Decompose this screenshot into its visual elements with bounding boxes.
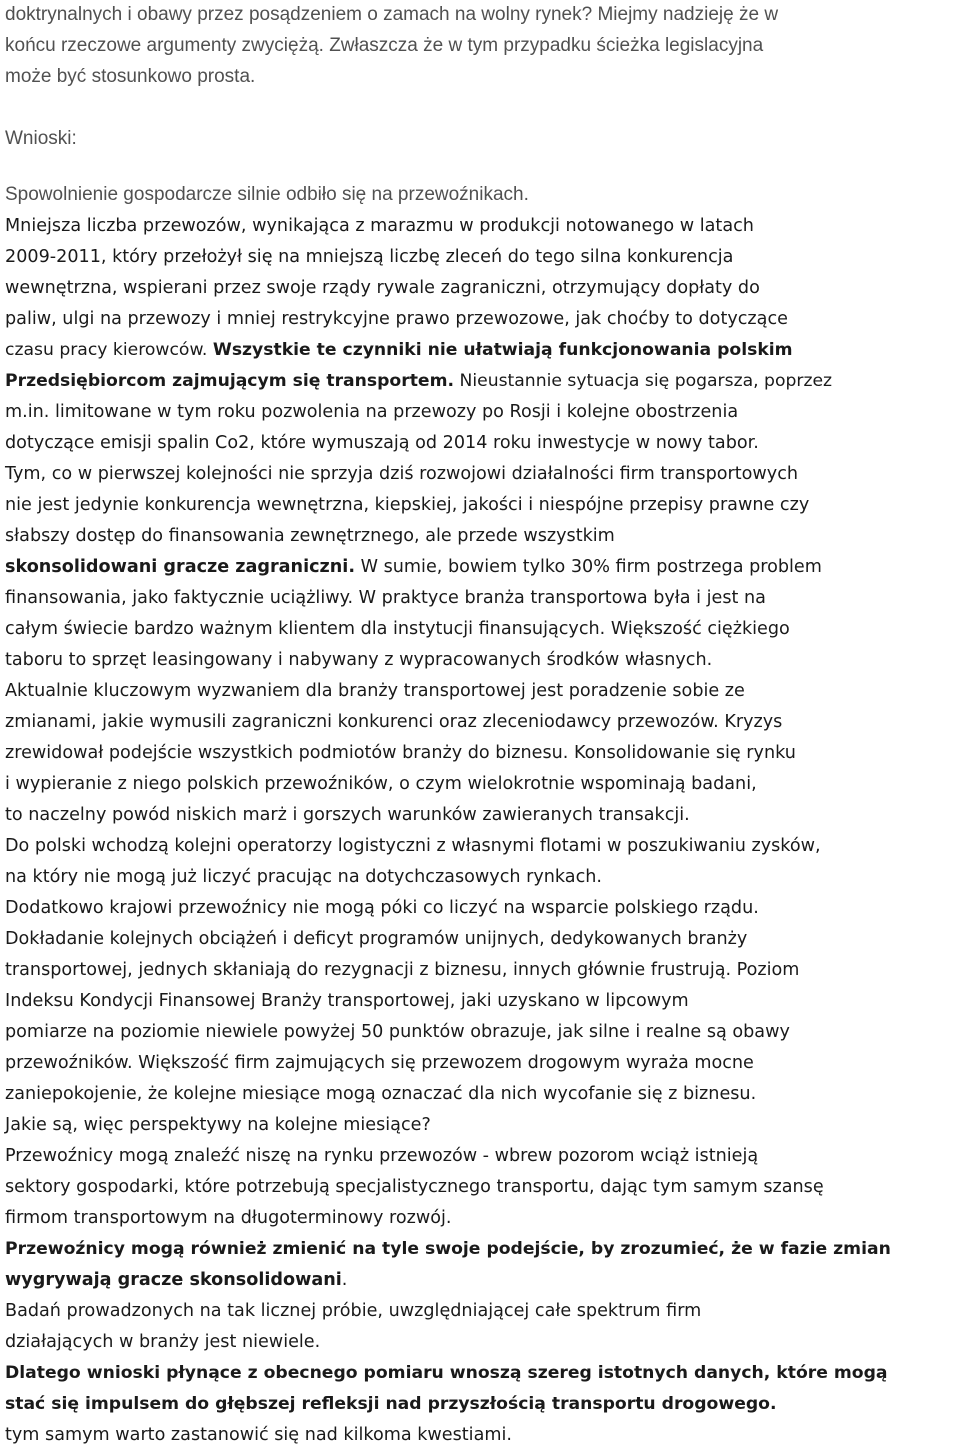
bold-text: Wszystkie te czynniki nie ułatwiają funkcjonowania polskim <box>212 340 793 360</box>
text-line: Aktualnie kluczowym wyzwaniem dla branży transportowej jest poradzenie sobie ze <box>5 681 745 701</box>
text-line: finansowania, jako faktycznie uciążliwy. W praktyce branża transportowa była i jest na <box>5 588 766 608</box>
text-line: pomiarze na poziomie niewiele powyżej 50 punktów obrazuje, jak silne i realne są obawy <box>5 1022 790 1042</box>
text-line <box>5 1265 347 1295</box>
bold-text: skonsolidowani gracze zagraniczni. <box>5 557 356 577</box>
text-line: Tym, co w pierwszej kolejności nie sprzyja dziś rozwojowi działalności firm transportowych <box>5 464 799 484</box>
text-span: czasu pracy kierowców. <box>5 340 208 360</box>
text-line <box>5 1234 891 1264</box>
bold-text: Przedsiębiorcom zajmującym się transportem. <box>5 371 455 391</box>
text-line: przewoźników. Większość firm zajmujących się przewozem drogowym wyraża mocne <box>5 1053 754 1073</box>
text-line: transportowej, jednych skłaniają do rezygnacji z biznesu, innych głównie frustrują. Poziom <box>5 960 800 980</box>
text-line: firmom transportowym na długoterminowy rozwój. <box>5 1208 452 1228</box>
text-line: na który nie mogą już liczyć pracując na dotychczasowych rynkach. <box>5 867 602 887</box>
text-line: to naczelny powód niskich marż i gorszych warunków zawieranych transakcji. <box>5 805 690 825</box>
text-line <box>5 1389 777 1419</box>
text-line: całym świecie bardzo ważnym klientem dla instytucji finansujących. Większość ciężkiego <box>5 619 790 639</box>
text-line: końcu rzeczowe argumenty zwyciężą. Zwłaszcza że w tym przypadku ścieżka legislacyjna <box>5 35 764 56</box>
bold-text: stać się impulsem do głębszej refleksji nad przyszłością transportu drogowego. <box>5 1394 777 1414</box>
text-line: Przewoźnicy mogą znaleźć niszę na rynku przewozów - wbrew pozorom wciąż istnieją <box>5 1146 759 1166</box>
text-line: słabszy dostęp do finansowania zewnętrznego, ale przede wszystkim <box>5 526 615 546</box>
text-line: sektory gospodarki, które potrzebują specjalistycznego transportu, dając tym samym szansę <box>5 1177 824 1197</box>
text-line: może być stosunkowo prosta. <box>5 66 256 87</box>
text-line: zrewidował podejście wszystkich podmiotów branży do biznesu. Konsolidowanie się rynku <box>5 743 796 763</box>
text-line: Indeksu Kondycji Finansowej Branży transportowej, jaki uzyskano w lipcowym <box>5 991 689 1011</box>
text-line: dotyczące emisji spalin Co2, które wymuszają od 2014 roku inwestycje w nowy tabor. <box>5 433 759 453</box>
text-line: Mniejsza liczba przewozów, wynikająca z marazmu w produkcji notowanego w latach <box>5 216 754 236</box>
text-line: Dodatkowo krajowi przewoźnicy nie mogą póki co liczyć na wsparcie polskiego rządu. <box>5 898 759 918</box>
text-line <box>5 552 822 582</box>
text-line: zaniepokojenie, że kolejne miesiące mogą oznaczać dla nich wycofanie się z biznesu. <box>5 1084 757 1104</box>
bold-text: Dlatego wnioski płynące z obecnego pomiaru wnoszą szereg istotnych danych, które mogą <box>5 1363 888 1383</box>
text-line: Dokładanie kolejnych obciążeń i deficyt programów unijnych, dedykowanych branży <box>5 929 748 949</box>
text-line: Jakie są, więc perspektywy na kolejne miesiące? <box>5 1115 431 1135</box>
text-line: taboru to sprzęt leasingowany i nabywany z wypracowanych środków własnych. <box>5 650 713 670</box>
text-line: 2009-2011, który przełożył się na mniejszą liczbę zleceń do tego silna konkurencja <box>5 247 734 267</box>
text-line <box>5 366 832 396</box>
text-span: Nieustannie sytuacja się pogarsza, poprzez <box>459 371 833 391</box>
text-line: m.in. limitowane w tym roku pozwolenia na przewozy po Rosji i kolejne obostrzenia <box>5 402 739 422</box>
text-line: Badań prowadzonych na tak licznej próbie, uwzględniającej całe spektrum firm <box>5 1301 702 1321</box>
text-line: działających w branży jest niewiele. <box>5 1332 321 1352</box>
bold-text: wygrywają gracze skonsolidowani <box>5 1270 342 1290</box>
text-span: W sumie, bowiem tylko 30% firm postrzega problem <box>360 557 822 577</box>
text-line: doktrynalnych i obawy przez posądzeniem o zamach na wolny rynek? Miejmy nadzieję że w <box>5 4 779 25</box>
text-line: i wypieranie z niego polskich przewoźników, o czym wielokrotnie wspominają badani, <box>5 774 757 794</box>
text-line: wewnętrzna, wspierani przez swoje rządy rywale zagraniczni, otrzymujący dopłaty do <box>5 278 760 298</box>
text-span: . <box>341 1270 348 1290</box>
text-line: tym samym warto zastanowić się nad kilkoma kwestiami. <box>5 1425 512 1445</box>
text-line <box>5 1358 888 1388</box>
text-line: zmianami, jakie wymusili zagraniczni konkurenci oraz zleceniodawcy przewozów. Kryzys <box>5 712 783 732</box>
text-line: Do polski wchodzą kolejni operatorzy logistyczni z własnymi flotami w poszukiwaniu zysków, <box>5 836 821 856</box>
text-line: Spowolnienie gospodarcze silnie odbiło się na przewoźnikach. <box>5 184 529 205</box>
text-line <box>5 335 793 365</box>
text-line: nie jest jedynie konkurencja wewnętrzna, kiepskiej, jakości i niespójne przepisy prawne czy <box>5 495 810 515</box>
section-heading: Wnioski: <box>5 128 77 149</box>
bold-text: Przewoźnicy mogą również zmienić na tyle swoje podejście, by zrozumieć, że w fazie zmian <box>5 1239 891 1259</box>
text-line: paliw, ulgi na przewozy i mniej restrykcyjne prawo przewozowe, jak choćby to dotyczące <box>5 309 788 329</box>
